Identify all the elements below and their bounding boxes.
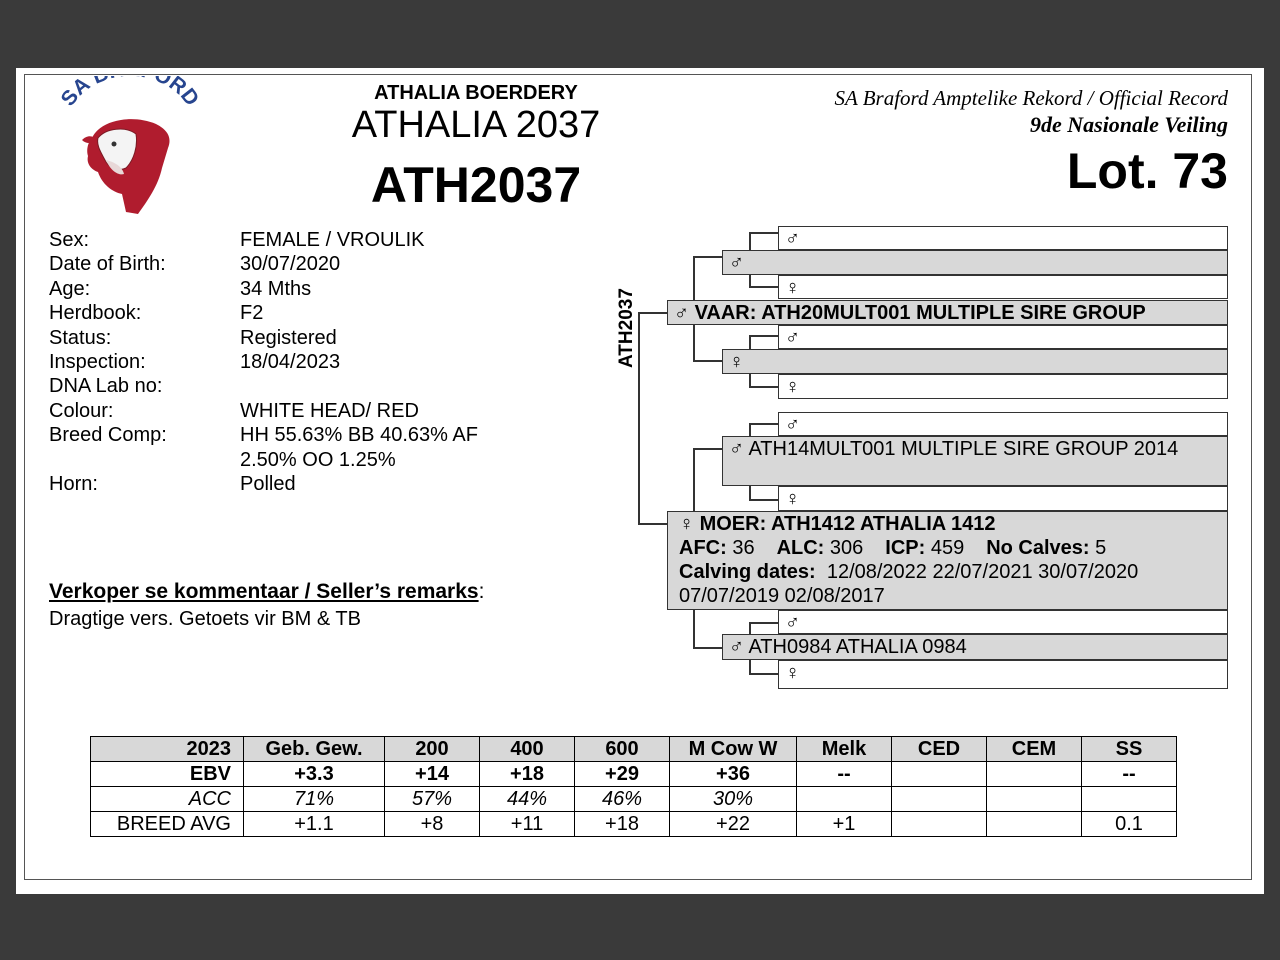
info-row-colour [49, 399, 530, 423]
female-icon: ♀ [785, 662, 800, 684]
pedigree-connector [749, 232, 779, 234]
table-cell: +11 [480, 812, 575, 837]
pedigree-connector [749, 673, 779, 675]
table-header-cell: 200 [385, 737, 480, 762]
info-value: F2 [240, 302, 264, 325]
pedigree-dam-dam [722, 634, 1228, 660]
remarks-heading [49, 580, 484, 604]
table-cell: -- [797, 762, 892, 787]
logo-text: SA ORD [56, 76, 202, 111]
pedigree-connector [749, 232, 751, 250]
table-header-cell: M Cow W [670, 737, 797, 762]
pedigree-connector [693, 256, 723, 258]
male-icon: ♂ [729, 252, 744, 274]
pedigree-connector [749, 622, 779, 624]
info-value: Polled [240, 473, 296, 496]
table-row-acc [91, 787, 1177, 812]
animal-code: ATH2037 [370, 157, 582, 213]
table-cell [797, 787, 892, 812]
male-icon: ♂ [785, 414, 800, 436]
dam-sire-name: ATH14MULT001 MULTIPLE SIRE GROUP 2014 [748, 438, 1179, 460]
table-cell: +22 [670, 812, 797, 837]
table-cell: ACC [91, 787, 244, 812]
pedigree-dam-sire [722, 436, 1228, 486]
table-cell: -- [1082, 762, 1177, 787]
table-cell: EBV [91, 762, 244, 787]
table-header-cell: 600 [575, 737, 670, 762]
calving-values: 12/08/2022 22/07/2021 30/07/2020 07/07/2019 02/08/2017 [679, 561, 1139, 607]
pedigree-ds-sire [778, 412, 1228, 436]
pedigree-animal-label: ATH2037 [616, 288, 637, 368]
table-cell: +14 [385, 762, 480, 787]
pedigree-connector [749, 286, 779, 288]
info-label: DNA Lab no: [49, 375, 163, 398]
info-label: Age: [49, 277, 91, 300]
info-label: Breed Comp: [49, 424, 167, 447]
afc-value: 36 [732, 537, 755, 559]
table-cell: 0.1 [1082, 812, 1177, 837]
icp-label: ICP: [885, 537, 926, 559]
pedigree-dd-sire [778, 610, 1228, 634]
calving-label: Calving dates: [679, 561, 816, 583]
remarks-heading-text: Verkoper se kommentaar / Seller’s remarks [49, 580, 479, 603]
table-header-cell: SS [1082, 737, 1177, 762]
pedigree-dam [667, 511, 1228, 610]
table-row-breed-avg [91, 812, 1177, 837]
pedigree-connector [749, 660, 751, 674]
table-cell [892, 762, 987, 787]
table-cell: +18 [575, 812, 670, 837]
animal-name: ATHALIA 2037 [351, 104, 601, 146]
info-label: Colour: [49, 399, 114, 422]
info-row-status [49, 326, 530, 350]
info-label: Herdbook: [49, 302, 142, 325]
info-value: 34 Mths [240, 277, 312, 300]
info-label: Sex: [49, 229, 90, 251]
record-title: SA Braford Amptelike Rekord / Official Record [834, 86, 1228, 110]
info-label: Status: [49, 326, 112, 349]
info-row-inspection [49, 350, 530, 374]
auction-title: 9de Nasionale Veiling [1029, 112, 1228, 137]
info-row-herdbook [49, 301, 530, 325]
info-row-horn [49, 472, 530, 496]
pedigree-connector [638, 312, 640, 524]
remarks-colon: : [478, 580, 485, 603]
table-header-cell: Melk [797, 737, 892, 762]
pedigree-connector [749, 386, 779, 388]
info-value: FEMALE / VROULIK [240, 229, 425, 251]
table-cell: +1.1 [244, 812, 385, 837]
info-row-sex [49, 228, 530, 252]
male-icon: ♂ [729, 438, 744, 460]
male-icon: ♂ [785, 327, 800, 349]
table-header-cell: Geb. Gew. [244, 737, 385, 762]
pedigree-connector [749, 423, 751, 437]
male-icon: ♂ [729, 636, 744, 658]
pedigree-sd-sire [778, 325, 1228, 349]
table-header-cell: 400 [480, 737, 575, 762]
table-header-cell: CED [892, 737, 987, 762]
pedigree-connector [638, 523, 668, 525]
table-cell: BREED AVG [91, 812, 244, 837]
male-icon: ♂ [785, 228, 800, 250]
table-cell: +18 [480, 762, 575, 787]
afc-label: AFC: [679, 537, 727, 559]
calving-dates [679, 560, 1227, 608]
info-row-dna [49, 374, 530, 398]
table-cell: +36 [670, 762, 797, 787]
table-cell: +8 [385, 812, 480, 837]
female-icon: ♀ [785, 376, 800, 398]
pedigree-connector [693, 448, 695, 512]
animal-info [49, 228, 530, 496]
info-value [240, 374, 530, 398]
icp-value: 459 [930, 537, 965, 559]
pedigree-connector [693, 448, 723, 450]
table-cell [987, 787, 1082, 812]
pedigree-sire-dam [722, 349, 1228, 374]
pedigree-connector [749, 373, 751, 387]
male-icon: ♂ [674, 302, 689, 324]
dam-stats [679, 536, 1227, 560]
info-value: HH 55.63% BB 40.63% AF 2.50% OO 1.25% [240, 424, 478, 471]
female-icon: ♀ [729, 351, 744, 373]
male-icon: ♂ [785, 612, 800, 634]
female-icon: ♀ [785, 277, 800, 299]
table-cell: 57% [385, 787, 480, 812]
table-header-cell: 2023 [91, 737, 244, 762]
info-row-breed-comp [49, 423, 530, 472]
record-card [16, 68, 1264, 894]
info-label: Date of Birth: [49, 253, 166, 276]
info-label: Horn: [49, 473, 98, 496]
female-icon: ♀ [679, 513, 694, 535]
pedigree-sire [667, 300, 1228, 325]
female-icon: ♀ [785, 488, 800, 510]
farm-name: ATHALIA BOERDERY [374, 82, 578, 104]
info-row-age [49, 277, 530, 301]
cow-head-icon [82, 119, 170, 214]
alc-value: 306 [829, 537, 864, 559]
info-label: Inspection: [49, 351, 146, 374]
pedigree-sire-sire [722, 250, 1228, 275]
info-value: 30/07/2020 [240, 253, 341, 276]
table-cell [1082, 787, 1177, 812]
table-cell [987, 762, 1082, 787]
pedigree-connector [693, 610, 695, 648]
pedigree-ss-sire [778, 226, 1228, 250]
pedigree-connector [749, 335, 779, 337]
alc-label: ALC: [776, 537, 825, 559]
table-cell: +29 [575, 762, 670, 787]
table-cell: +3.3 [244, 762, 385, 787]
table-cell: 71% [244, 787, 385, 812]
pedigree-connector [749, 499, 779, 501]
pedigree-connector [693, 256, 695, 300]
pedigree-dd-dam [778, 660, 1228, 689]
pedigree-connector [749, 486, 751, 500]
table-cell: 46% [575, 787, 670, 812]
ebv-table [90, 736, 1177, 837]
pedigree-connector [693, 360, 723, 362]
info-row-dob [49, 252, 530, 276]
table-cell [892, 787, 987, 812]
table-row-ebv [91, 762, 1177, 787]
info-value: 18/04/2023 [240, 351, 341, 374]
pedigree-connector [693, 325, 695, 361]
table-cell [892, 812, 987, 837]
pedigree-connector [749, 423, 779, 425]
remarks-text: Dragtige vers. Getoets vir BM & TB [49, 608, 361, 630]
pedigree-connector [749, 335, 751, 349]
dam-name: MOER: ATH1412 ATHALIA 1412 [699, 513, 996, 535]
pedigree-ss-dam [778, 275, 1228, 299]
pedigree-ds-dam [778, 486, 1228, 511]
calves-label: No Calves: [986, 537, 1090, 559]
sa-braford-logo [52, 76, 202, 216]
pedigree-connector [638, 312, 668, 314]
info-value: Registered [240, 326, 337, 349]
table-header-cell: CEM [987, 737, 1082, 762]
pedigree-connector [693, 647, 723, 649]
calves-value: 5 [1095, 537, 1107, 559]
table-cell [987, 812, 1082, 837]
table-cell: 44% [480, 787, 575, 812]
dam-dam-name: ATH0984 ATHALIA 0984 [748, 636, 967, 658]
table-header-row [91, 737, 1177, 762]
lot-number: Lot. 73 [1066, 143, 1228, 199]
table-cell: 30% [670, 787, 797, 812]
table-cell: +1 [797, 812, 892, 837]
info-value: WHITE HEAD/ RED [240, 399, 419, 422]
dam-title [679, 512, 1227, 536]
sire-name: VAAR: ATH20MULT001 MULTIPLE SIRE GROUP [694, 302, 1146, 324]
pedigree-sd-dam [778, 374, 1228, 399]
